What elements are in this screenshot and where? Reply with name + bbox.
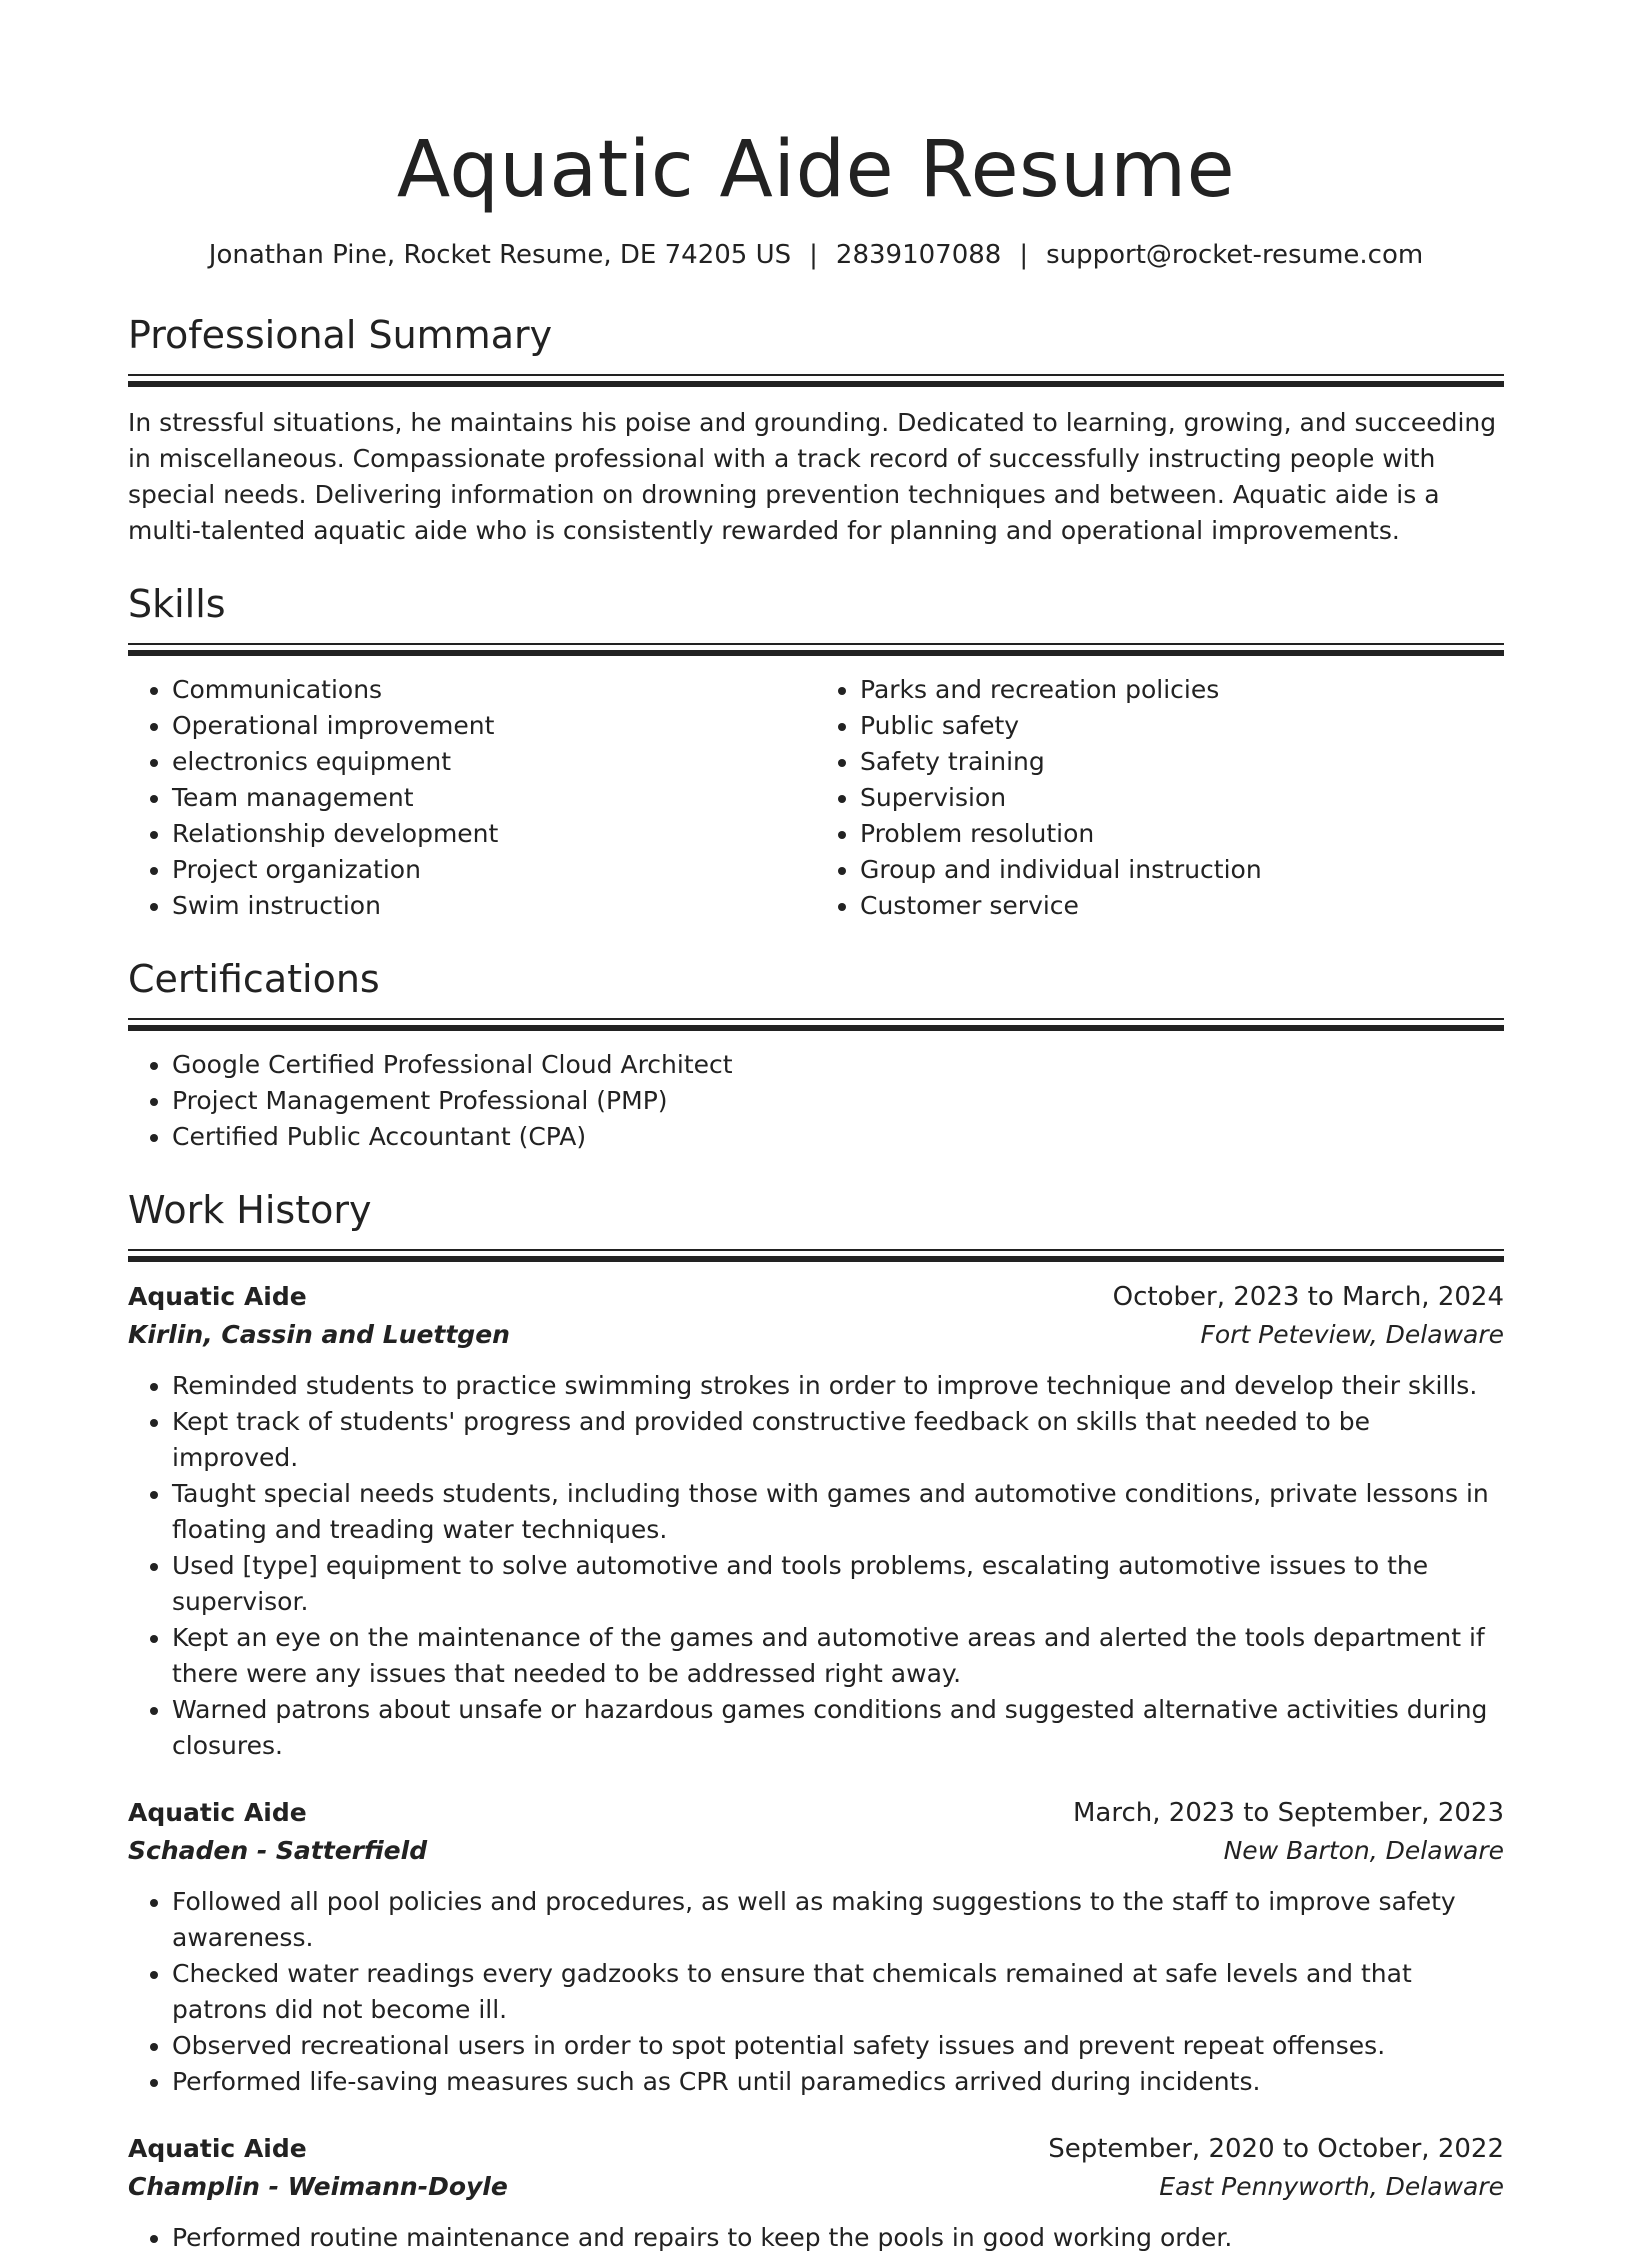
job-bullet: • Kept an eye on the maintenance of the games and automotive areas and alerted the tools department if there were any issues that needed to be addressed right away.: [172, 1620, 1504, 1692]
job-title: Aquatic Aide: [128, 2134, 307, 2163]
job-entry: [128, 1794, 1504, 2100]
job-header: [128, 2130, 1504, 2168]
work-history-heading: Work History: [128, 1188, 372, 1232]
job-subheader: [128, 2168, 1504, 2206]
resume-title: Aquatic Aide Resume: [396, 125, 1236, 215]
skill-item: • Group and individual instruction: [860, 852, 1504, 888]
job-bullet: • Taught special needs students, including those with games and automotive conditions, private lessons in floating and treading water techniques.: [172, 1476, 1504, 1548]
summary-text: In stressful situations, he maintains his poise and grounding. Dedicated to learning, growing, and succeeding in miscellaneous. Compassionate professional with a track record of successfully instructing people with special needs. Delivering information on drowning prevention techniques and between. Aquatic aide is a multi-talented aquatic aide who is consistently rewarded for planning and operational improvements.: [128, 408, 1497, 545]
skills-list-left: [128, 672, 816, 924]
job-subheader: [128, 1832, 1504, 1870]
job-bullet: • Used [type] equipment to solve automotive and tools problems, escalating automotive issues to the supervisor.: [172, 1548, 1504, 1620]
skill-item: • Safety training: [860, 744, 1504, 780]
skill-item: • Relationship development: [172, 816, 816, 852]
contact-separator: |: [809, 240, 818, 270]
certifications-heading: Certifications: [128, 957, 380, 1001]
job-title: Aquatic Aide: [128, 1282, 307, 1311]
summary-heading: Professional Summary: [128, 313, 553, 357]
skill-item: • Customer service: [860, 888, 1504, 924]
certification-item: • Google Certified Professional Cloud Architect: [172, 1047, 1504, 1083]
job-entry: [128, 2130, 1504, 2256]
certification-item: • Certified Public Accountant (CPA): [172, 1119, 1504, 1155]
skill-item: • Problem resolution: [860, 816, 1504, 852]
skill-item: • electronics equipment: [172, 744, 816, 780]
certifications-list: [128, 1047, 1504, 1155]
job-company: Schaden - Satterfield: [128, 1836, 428, 1865]
contact-phone: 2839107088: [835, 240, 1002, 270]
job-dates: March, 2023 to September, 2023: [1073, 1798, 1504, 1828]
job-bullets: [128, 1368, 1504, 1764]
skill-item: • Swim instruction: [172, 888, 816, 924]
job-header: [128, 1794, 1504, 1832]
contact-address: Jonathan Pine, Rocket Resume, DE 74205 US: [208, 240, 792, 270]
skills-heading: Skills: [128, 582, 226, 626]
job-bullet: • Checked water readings every gadzooks to ensure that chemicals remained at safe levels and that patrons did not become ill.: [172, 1956, 1504, 2028]
job-entry: [128, 1278, 1504, 1764]
job-location: New Barton, Delaware: [1223, 1836, 1504, 1865]
job-bullet: • Reminded students to practice swimming strokes in order to improve technique and develop their skills.: [172, 1368, 1504, 1404]
job-bullet: • Performed life-saving measures such as CPR until paramedics arrived during incidents.: [172, 2064, 1504, 2100]
contact-separator: |: [1019, 240, 1029, 270]
certifications-section: [128, 954, 1504, 1155]
resume-page: [128, 0, 1504, 2256]
skill-item: • Project organization: [172, 852, 816, 888]
section-divider: [128, 643, 1504, 656]
job-bullets: [128, 1884, 1504, 2100]
job-bullets: [128, 2220, 1504, 2256]
job-bullet: • Observed recreational users in order to spot potential safety issues and prevent repeat offenses.: [172, 2028, 1504, 2064]
work-history-section: [128, 1185, 1504, 2256]
section-divider: [128, 374, 1504, 387]
summary-section: [128, 310, 1504, 549]
contact-email: support@rocket-resume.com: [1046, 240, 1424, 270]
job-bullet: • Warned patrons about unsafe or hazardous games conditions and suggested alternative activities during closures.: [172, 1692, 1504, 1764]
job-location: East Pennyworth, Delaware: [1159, 2172, 1504, 2201]
skill-item: • Operational improvement: [172, 708, 816, 744]
job-company: Kirlin, Cassin and Luettgen: [128, 1320, 510, 1349]
skills-list-right: [816, 672, 1504, 924]
certification-item: • Project Management Professional (PMP): [172, 1083, 1504, 1119]
skill-item: • Parks and recreation policies: [860, 672, 1504, 708]
skill-item: • Public safety: [860, 708, 1504, 744]
job-dates: September, 2020 to October, 2022: [1048, 2134, 1504, 2164]
skill-item: • Supervision: [860, 780, 1504, 816]
section-divider: [128, 1018, 1504, 1031]
job-location: Fort Peteview, Delaware: [1200, 1320, 1504, 1349]
job-bullet: • Followed all pool policies and procedures, as well as making suggestions to the staff to improve safety awareness.: [172, 1884, 1504, 1956]
skills-columns: [128, 672, 1504, 924]
job-company: Champlin - Weimann-Doyle: [128, 2172, 508, 2201]
job-bullet: • Performed routine maintenance and repairs to keep the pools in good working order.: [172, 2220, 1504, 2256]
skill-item: • Communications: [172, 672, 816, 708]
job-dates: October, 2023 to March, 2024: [1112, 1282, 1504, 1312]
contact-line: [128, 238, 1504, 272]
skills-section: [128, 579, 1504, 924]
job-subheader: [128, 1316, 1504, 1354]
skill-item: • Team management: [172, 780, 816, 816]
job-title: Aquatic Aide: [128, 1798, 307, 1827]
job-bullet: • Kept track of students' progress and provided constructive feedback on skills that needed to be improved.: [172, 1404, 1504, 1476]
section-divider: [128, 1249, 1504, 1262]
job-header: [128, 1278, 1504, 1316]
